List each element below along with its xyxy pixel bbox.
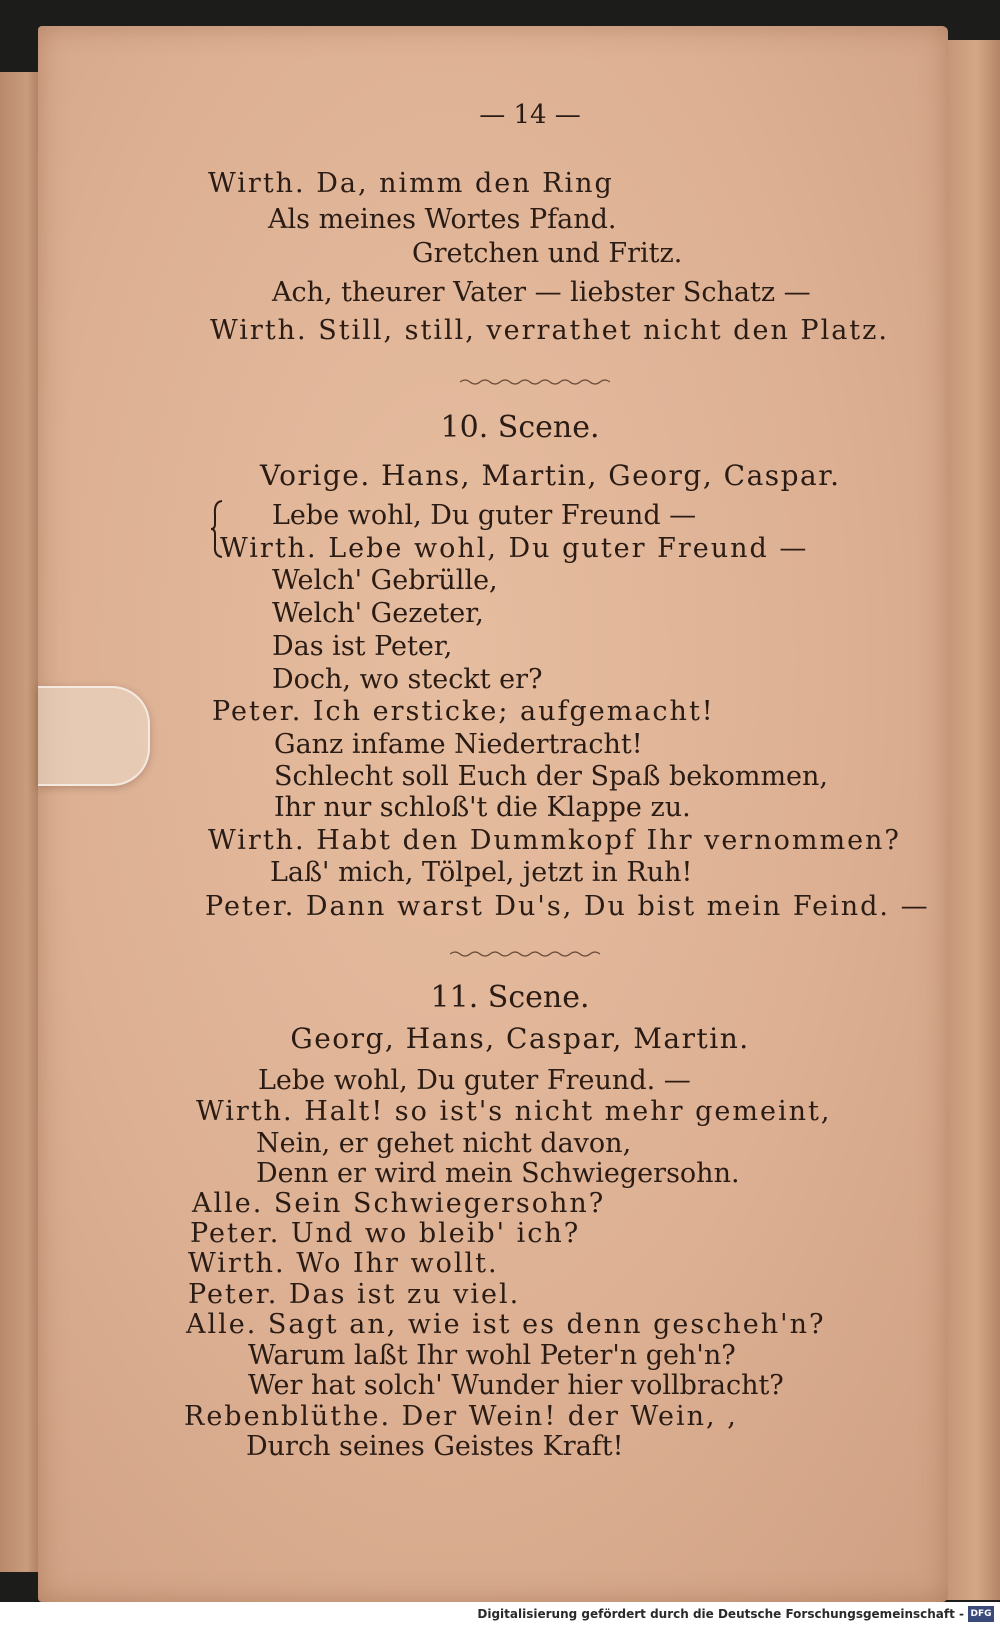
verse-line: Nein, er gehet nicht davon,: [256, 1128, 632, 1159]
verse-line: Wirth. Habt den Dummkopf Ihr vernommen?: [208, 825, 901, 856]
scene-cast: Georg, Hans, Caspar, Martin.: [290, 1022, 750, 1055]
verse-line: Das ist Peter,: [272, 631, 453, 662]
scene-divider: [450, 950, 600, 958]
scene-cast: Vorige. Hans, Martin, Georg, Caspar.: [260, 459, 841, 492]
verse-line: Peter. Und wo bleib' ich?: [190, 1218, 581, 1249]
verse-line: Ach, theurer Vater — liebster Schatz —: [272, 277, 811, 308]
verse-line: Lebe wohl, Du guter Freund —: [272, 500, 697, 531]
verse-line: Wirth. Still, still, verrathet nicht den Platz.: [210, 315, 889, 346]
verse-line: Lebe wohl, Du guter Freund. —: [258, 1065, 691, 1096]
verse-line: Rebenblüthe. Der Wein! der Wein, ,: [184, 1401, 738, 1432]
verse-line: Als meines Wortes Pfand.: [268, 204, 617, 235]
page-clip-tab: [38, 686, 150, 786]
verse-line: Welch' Gezeter,: [272, 598, 484, 629]
verse-line: Laß' mich, Tölpel, jetzt in Ruh!: [270, 857, 693, 888]
digitization-footer: [0, 1602, 1000, 1628]
verse-line: Warum laßt Ihr wohl Peter'n geh'n?: [248, 1340, 736, 1371]
verse-line: Ihr nur schloß't die Klappe zu.: [274, 792, 691, 823]
verse-line: Denn er wird mein Schwiegersohn.: [256, 1158, 740, 1189]
scene-heading: 10. Scene.: [440, 410, 600, 445]
footer-credit: Digitalisierung gefördert durch die Deutsche Forschungsgemeinschaft -: [477, 1607, 964, 1621]
verse-line: Peter. Ich ersticke; aufgemacht!: [212, 696, 715, 727]
verse-line: Welch' Gebrülle,: [272, 565, 498, 596]
dfg-logo: DFG: [968, 1606, 994, 1622]
verse-line: Doch, wo steckt er?: [272, 664, 543, 695]
verse-line: Alle. Sein Schwiegersohn?: [192, 1188, 606, 1219]
verse-line: Wirth. Da, nimm den Ring: [208, 168, 614, 199]
verse-line: Ganz infame Niedertracht!: [274, 729, 643, 760]
verse-line: Peter. Das ist zu viel.: [188, 1279, 521, 1310]
verse-line: Wer hat solch' Wunder hier vollbracht?: [248, 1370, 784, 1401]
scene-heading: 11. Scene.: [430, 980, 590, 1015]
scene-divider: [460, 378, 610, 386]
verse-line: Wirth. Halt! so ist's nicht mehr gemeint,: [196, 1096, 832, 1127]
verse-line: Alle. Sagt an, wie ist es denn gescheh'n?: [186, 1309, 826, 1340]
verse-line: Wirth. Wo Ihr wollt.: [188, 1248, 499, 1279]
verse-line: Schlecht soll Euch der Spaß bekommen,: [274, 761, 829, 792]
verse-line: Wirth. Lebe wohl, Du guter Freund —: [220, 533, 809, 564]
verse-line: Durch seines Geistes Kraft!: [246, 1431, 624, 1462]
page-number: — 14 —: [479, 100, 581, 130]
verse-line: Gretchen und Fritz.: [412, 238, 683, 269]
verse-line: Peter. Dann warst Du's, Du bist mein Feind. —: [205, 891, 930, 922]
